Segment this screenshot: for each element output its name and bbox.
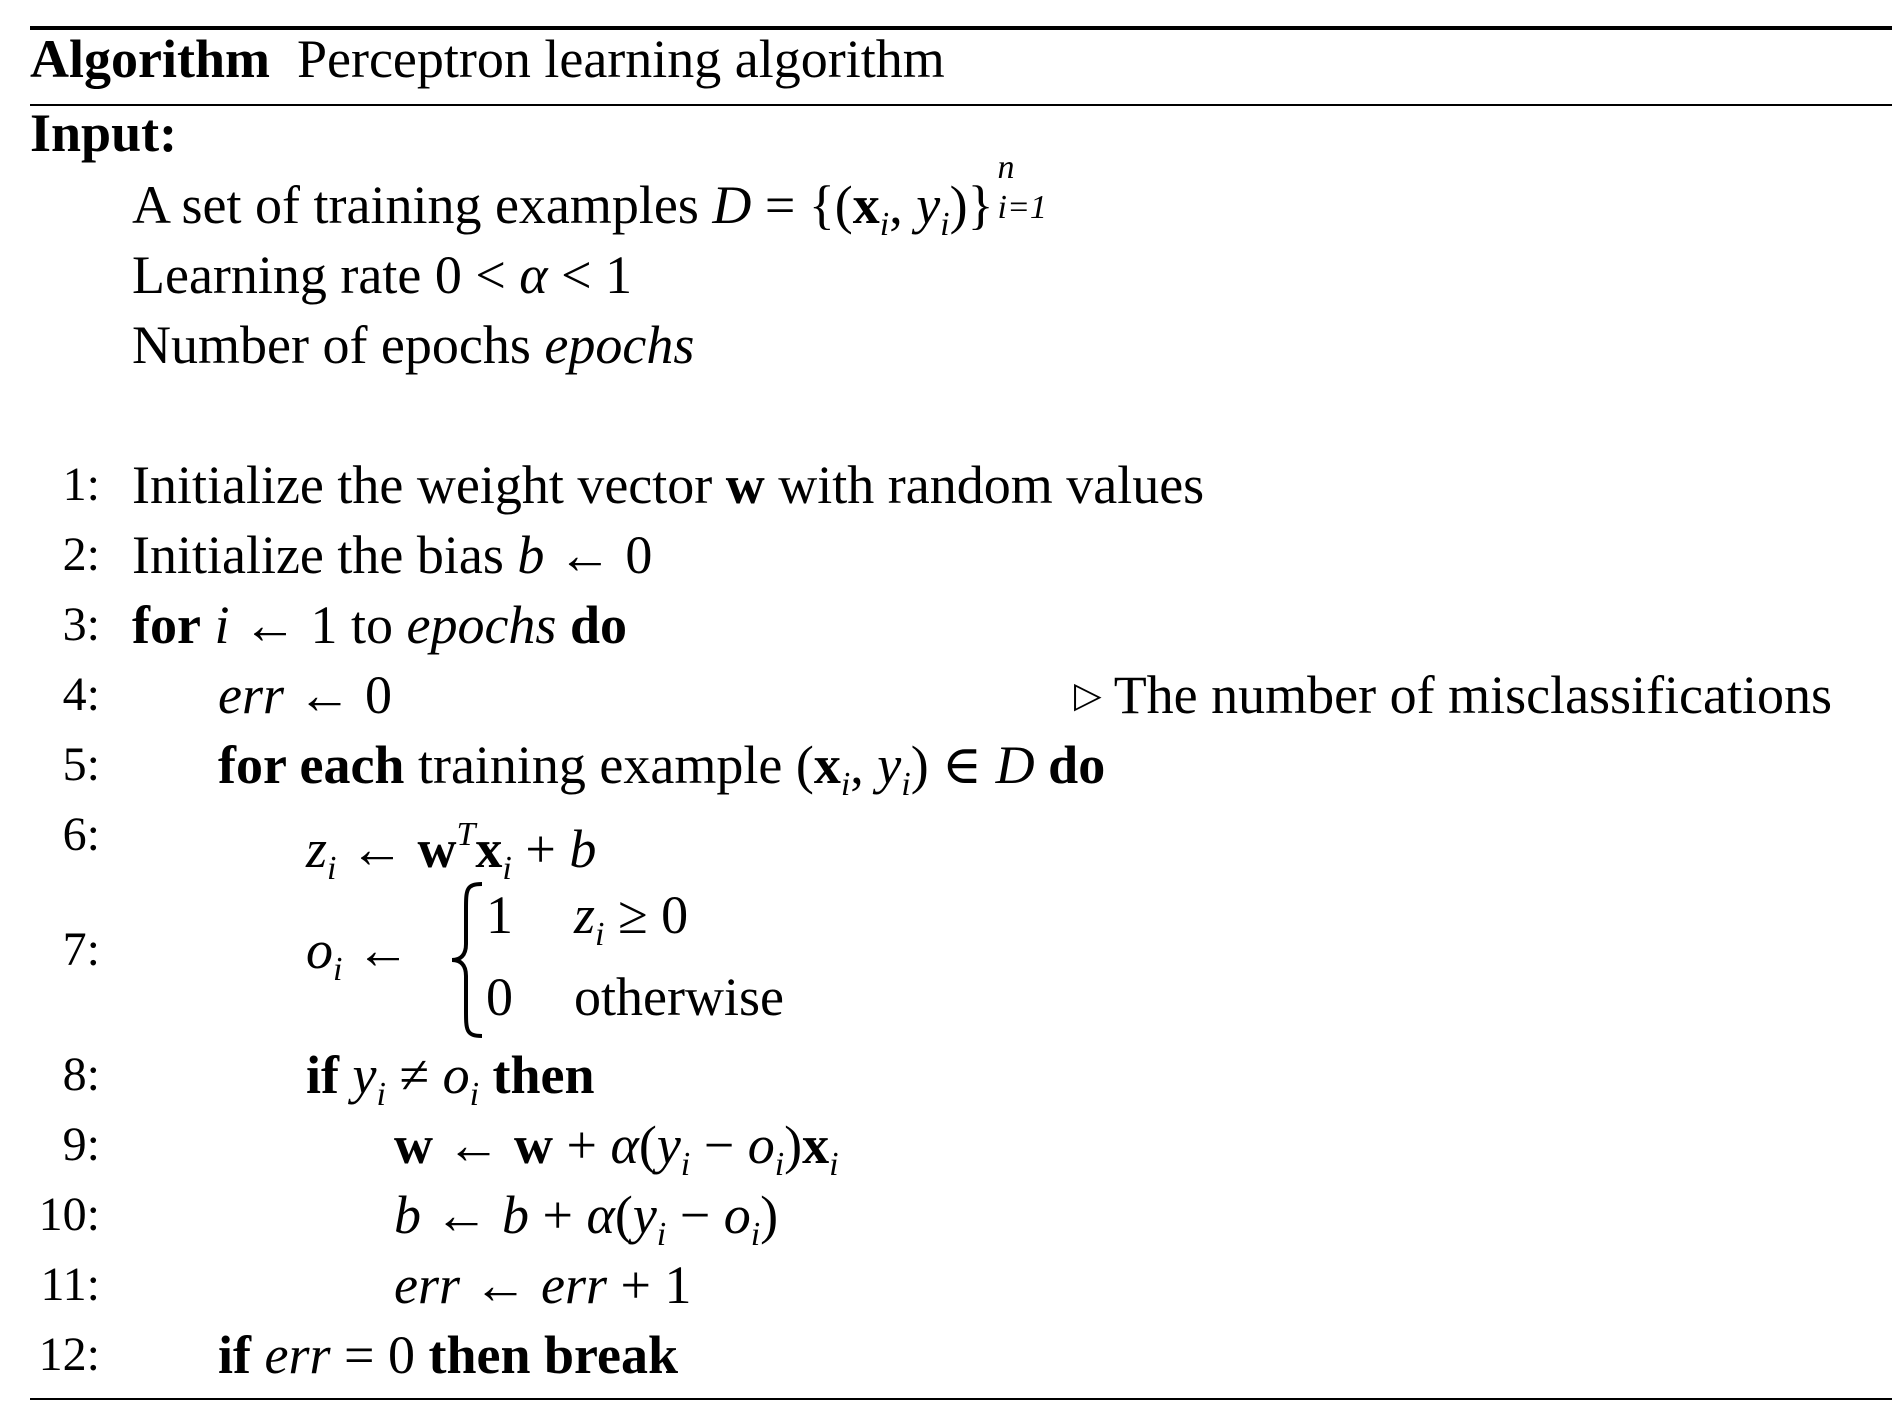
line-number: 5: bbox=[62, 738, 100, 791]
input-label: Input: bbox=[30, 103, 178, 163]
step-9: w ← $w + \alpha(y_i - o_i)x_i$ bbox=[394, 1115, 839, 1183]
step-4-comment: ▷ The number of misclassifications bbox=[1074, 665, 1833, 725]
step-7-lhs: $o_i$ ← bbox=[306, 920, 410, 988]
bottom-rule bbox=[30, 1398, 1892, 1400]
line-number: 12: bbox=[38, 1328, 100, 1381]
caption-rule bbox=[30, 104, 1892, 106]
comment-triangle-icon: ▷ bbox=[1074, 675, 1102, 715]
line-number: 9: bbox=[62, 1118, 100, 1171]
step-3: for i ← 1 to epochs do bbox=[132, 595, 627, 655]
line-number: 7: bbox=[62, 923, 100, 976]
step-6: $z_i$ ← $w^Tx_i + b$ bbox=[306, 816, 597, 887]
line-number: 4: bbox=[62, 668, 100, 721]
line-number: 1: bbox=[62, 458, 100, 511]
line-number: 8: bbox=[62, 1048, 100, 1101]
step-12: if err = 0 then break bbox=[218, 1325, 679, 1385]
line-number: 3: bbox=[62, 598, 100, 651]
input-epochs: Number of epochs epochs bbox=[132, 315, 695, 375]
step-1: Initialize the weight vector w with random values bbox=[132, 455, 1205, 515]
algorithm-title: Perceptron learning algorithm bbox=[296, 29, 945, 89]
algorithm-keyword: Algorithm bbox=[30, 29, 270, 89]
cases-brace-icon bbox=[448, 880, 488, 1040]
step-8: if $y_i \ne o_i$ then bbox=[306, 1045, 595, 1113]
step-5: for each training example ($x_i$, $y_i$) ∈ D do bbox=[218, 735, 1106, 803]
step-10: b ← $b + \alpha(y_i - o_i)$ bbox=[394, 1185, 779, 1253]
line-number: 6: bbox=[62, 808, 100, 861]
step-11: err ← err + 1 bbox=[394, 1255, 692, 1315]
step-2: Initialize the bias b ← 0 bbox=[132, 525, 653, 585]
line-number: 11: bbox=[40, 1258, 100, 1311]
case-1: 1 bbox=[486, 885, 513, 945]
algorithm-caption bbox=[30, 24, 945, 94]
step-4: err ← 0 bbox=[218, 665, 392, 725]
case-2-condition: otherwise bbox=[574, 967, 784, 1027]
line-number: 10: bbox=[38, 1188, 100, 1241]
input-learning-rate: Learning rate 0 < α < 1 bbox=[132, 245, 633, 305]
input-training-set: A set of training examples $D = \{(x_i$, $y_i$)} n i=1 bbox=[132, 149, 1047, 243]
case-1-condition: $z_i \ge 0$ bbox=[574, 885, 689, 953]
case-2: 0 bbox=[486, 967, 513, 1027]
line-number: 2: bbox=[62, 528, 100, 581]
